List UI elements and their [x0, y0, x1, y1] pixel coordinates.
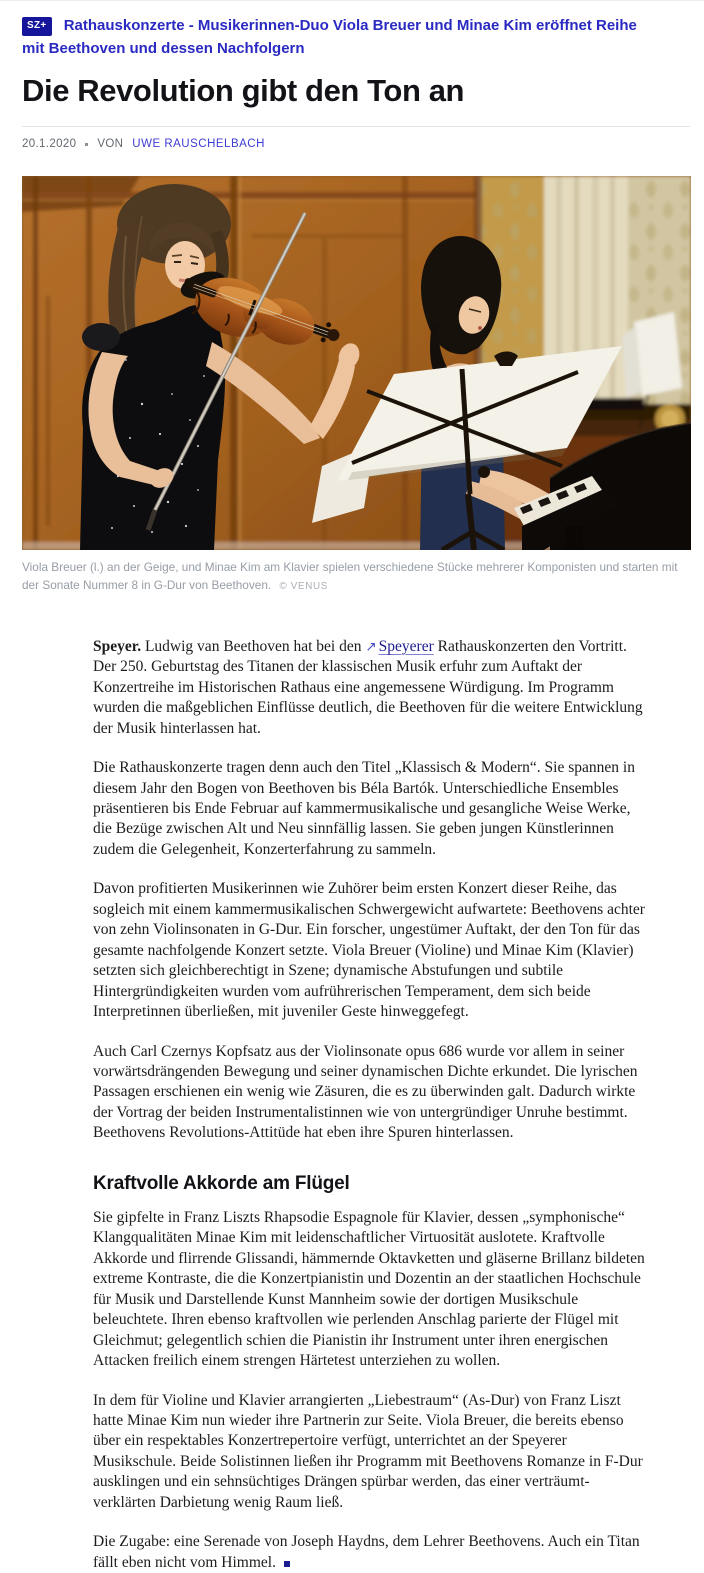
paragraph-7	[93, 1532, 650, 1573]
paragraph-3: Davon profitierten Musikerinnen wie Zuhörer beim ersten Konzert dieser Reihe, das sogleich mit einem kammermusikalischen Schwergewicht aufwartete: Beethovens achter von zehn Violinsonaten in G-Dur. Ein forscher, ungestümer Auftakt, der den Ton für das gesamte nachfolgende Konzert setzte. Viola Breuer (Violine) und Minae Kim (Klavier) setzten sich gleichberechtigt in Szene; dynamische Abstufungen und subtile Hintergründigkeiten wurden vom aufrührerischen Temperament, dem sich beide Interpretinnen überließen, mit juveniler Geste hinweggefegt.	[93, 880, 645, 1021]
paragraph-1	[93, 637, 650, 739]
paragraph-text: Die Zugabe: eine Serenade von Joseph Haydns, dem Lehrer Beethovens. Auch ein Titan fällt eben nicht vom Himmel.	[93, 1533, 640, 1571]
end-mark-icon	[284, 1561, 290, 1567]
paragraph-4: Auch Carl Czernys Kopfsatz aus der Violinsonate opus 686 wurde vor allem in seiner vorwärtsdrängenden Bewegung und seiner dynamischen Dichte erkundet. Die lyrischen Passagen erschienen ein wenig wie Zäsuren, die es zu überwinden galt. Dadurch wirkte der Vortrag der beiden Instrumentalistinnen wie von untergründiger Unruhe bestimmt. Beethovens Revolutions-Attitüde hat eben ihre Spuren hinterlassen.	[93, 1042, 638, 1142]
article-header	[22, 15, 690, 107]
photo-caption: Viola Breuer (l.) an der Geige, und Minae Kim am Klavier spielen verschiedene Stücke mehrerer Komponisten und starten mit der Sonate Nummer 8 in G-Dur von Beethoven.	[22, 560, 678, 593]
subheading: Kraftvolle Akkorde am Flügel	[93, 1172, 350, 1194]
byline	[22, 138, 690, 150]
paragraph-6: In dem für Violine und Klavier arrangierten „Liebestraum“ (As-Dur) von Franz Liszt hatte Minae Kim nun wieder ihre Partnerin zur Seite. Viola Breuer, die bereits ebenso über ein respektables Konzertrepertoire verfügt, unterrichtet an der Speyerer Musikschule. Beide Solistinnen ließen ihr Programm mit Beethovens Romanze in F-Dur ausklingen und ein sehnsüchtiges Drängen spürbar werden, das einer verträumt-verklärten Darbietung wenig Raum ließ.	[93, 1391, 643, 1511]
kicker	[22, 15, 662, 59]
kicker-text: Rathauskonzerte - Musikerinnen-Duo Viola Breuer und Minae Kim eröffnet Reihe mit Beethoven und dessen Nachfolgern	[22, 17, 637, 57]
paragraph-5: Sie gipfelte in Franz Liszts Rhapsodie Espagnole für Klavier, dessen „symphonische“ Klangqualitäten Minae Kim mit leidenschaftlicher Virtuosität auslotete. Kraftvolle Akkorde und flirrende Glissandi, hämmernde Oktavketten und gläserne Brillanz bildeten extreme Kontraste, die die Konzertpianistin und Dozentin an der staatlichen Hochschule für Musik und Darstellende Kunst Mannheim sowie der dortigen Musikschule beleuchtete. Ihren ebenso kraftvollen wie perlenden Anschlag parierte der Flügel mit Gleichmut; gelegentlich schien die Pianistin ihr Instrument unter ihren energischen Attacken freilich einem strengen Härtetest unterziehen zu wollen.	[93, 1208, 645, 1370]
article-page	[0, 1, 704, 1573]
paragraph-text: Ludwig van Beethoven hat bei den	[141, 637, 366, 655]
article-figure	[22, 176, 690, 594]
author-link[interactable]: UWE RAUSCHELBACH	[132, 138, 265, 151]
external-link-icon: ↗	[365, 638, 377, 655]
publish-date: 20.1.2020	[22, 138, 77, 151]
location-lead: Speyer.	[93, 637, 142, 655]
headline: Die Revolution gibt den Ton an	[22, 73, 465, 108]
article-photo	[22, 176, 691, 550]
byline-label: VON	[97, 138, 124, 151]
paragraph-text: Rathauskonzerten den Vortritt. Der 250. Geburtstag des Titanen der klassischen Musik erfuhr zum Auftakt der Konzertreihe im Historischen Rathaus eine angemessene Würdigung. Im Programm wurden die maßgeblichen Einflüsse deutlich, die Beethoven für die weitere Entwicklung der Musik hinterlassen hat.	[93, 637, 643, 737]
link-text: Speyerer	[378, 637, 434, 655]
paragraph-2: Die Rathauskonzerte tragen denn auch den Titel „Klassisch & Modern“. Sie spannen in diesem Jahr den Bogen von Beethoven bis Béla Bartók. Unterschiedliche Ensembles präsentieren bis Ende Februar auf kammermusikalische und gesangliche Weise Werke, die Bezüge zwischen Alt und Neu sinnfällig lassen. Sie geben jungen Künstlerinnen zudem die Gelegenheit, Konzerterfahrung zu sammeln.	[93, 759, 635, 858]
separator-dot-icon	[85, 143, 88, 146]
speyerer-link[interactable]	[365, 638, 433, 655]
article-body	[93, 637, 650, 1573]
photo-credit: © VENUS	[279, 581, 329, 593]
sz-plus-badge: SZ+	[22, 17, 52, 36]
divider	[22, 126, 690, 127]
photo-caption-block	[22, 559, 690, 594]
